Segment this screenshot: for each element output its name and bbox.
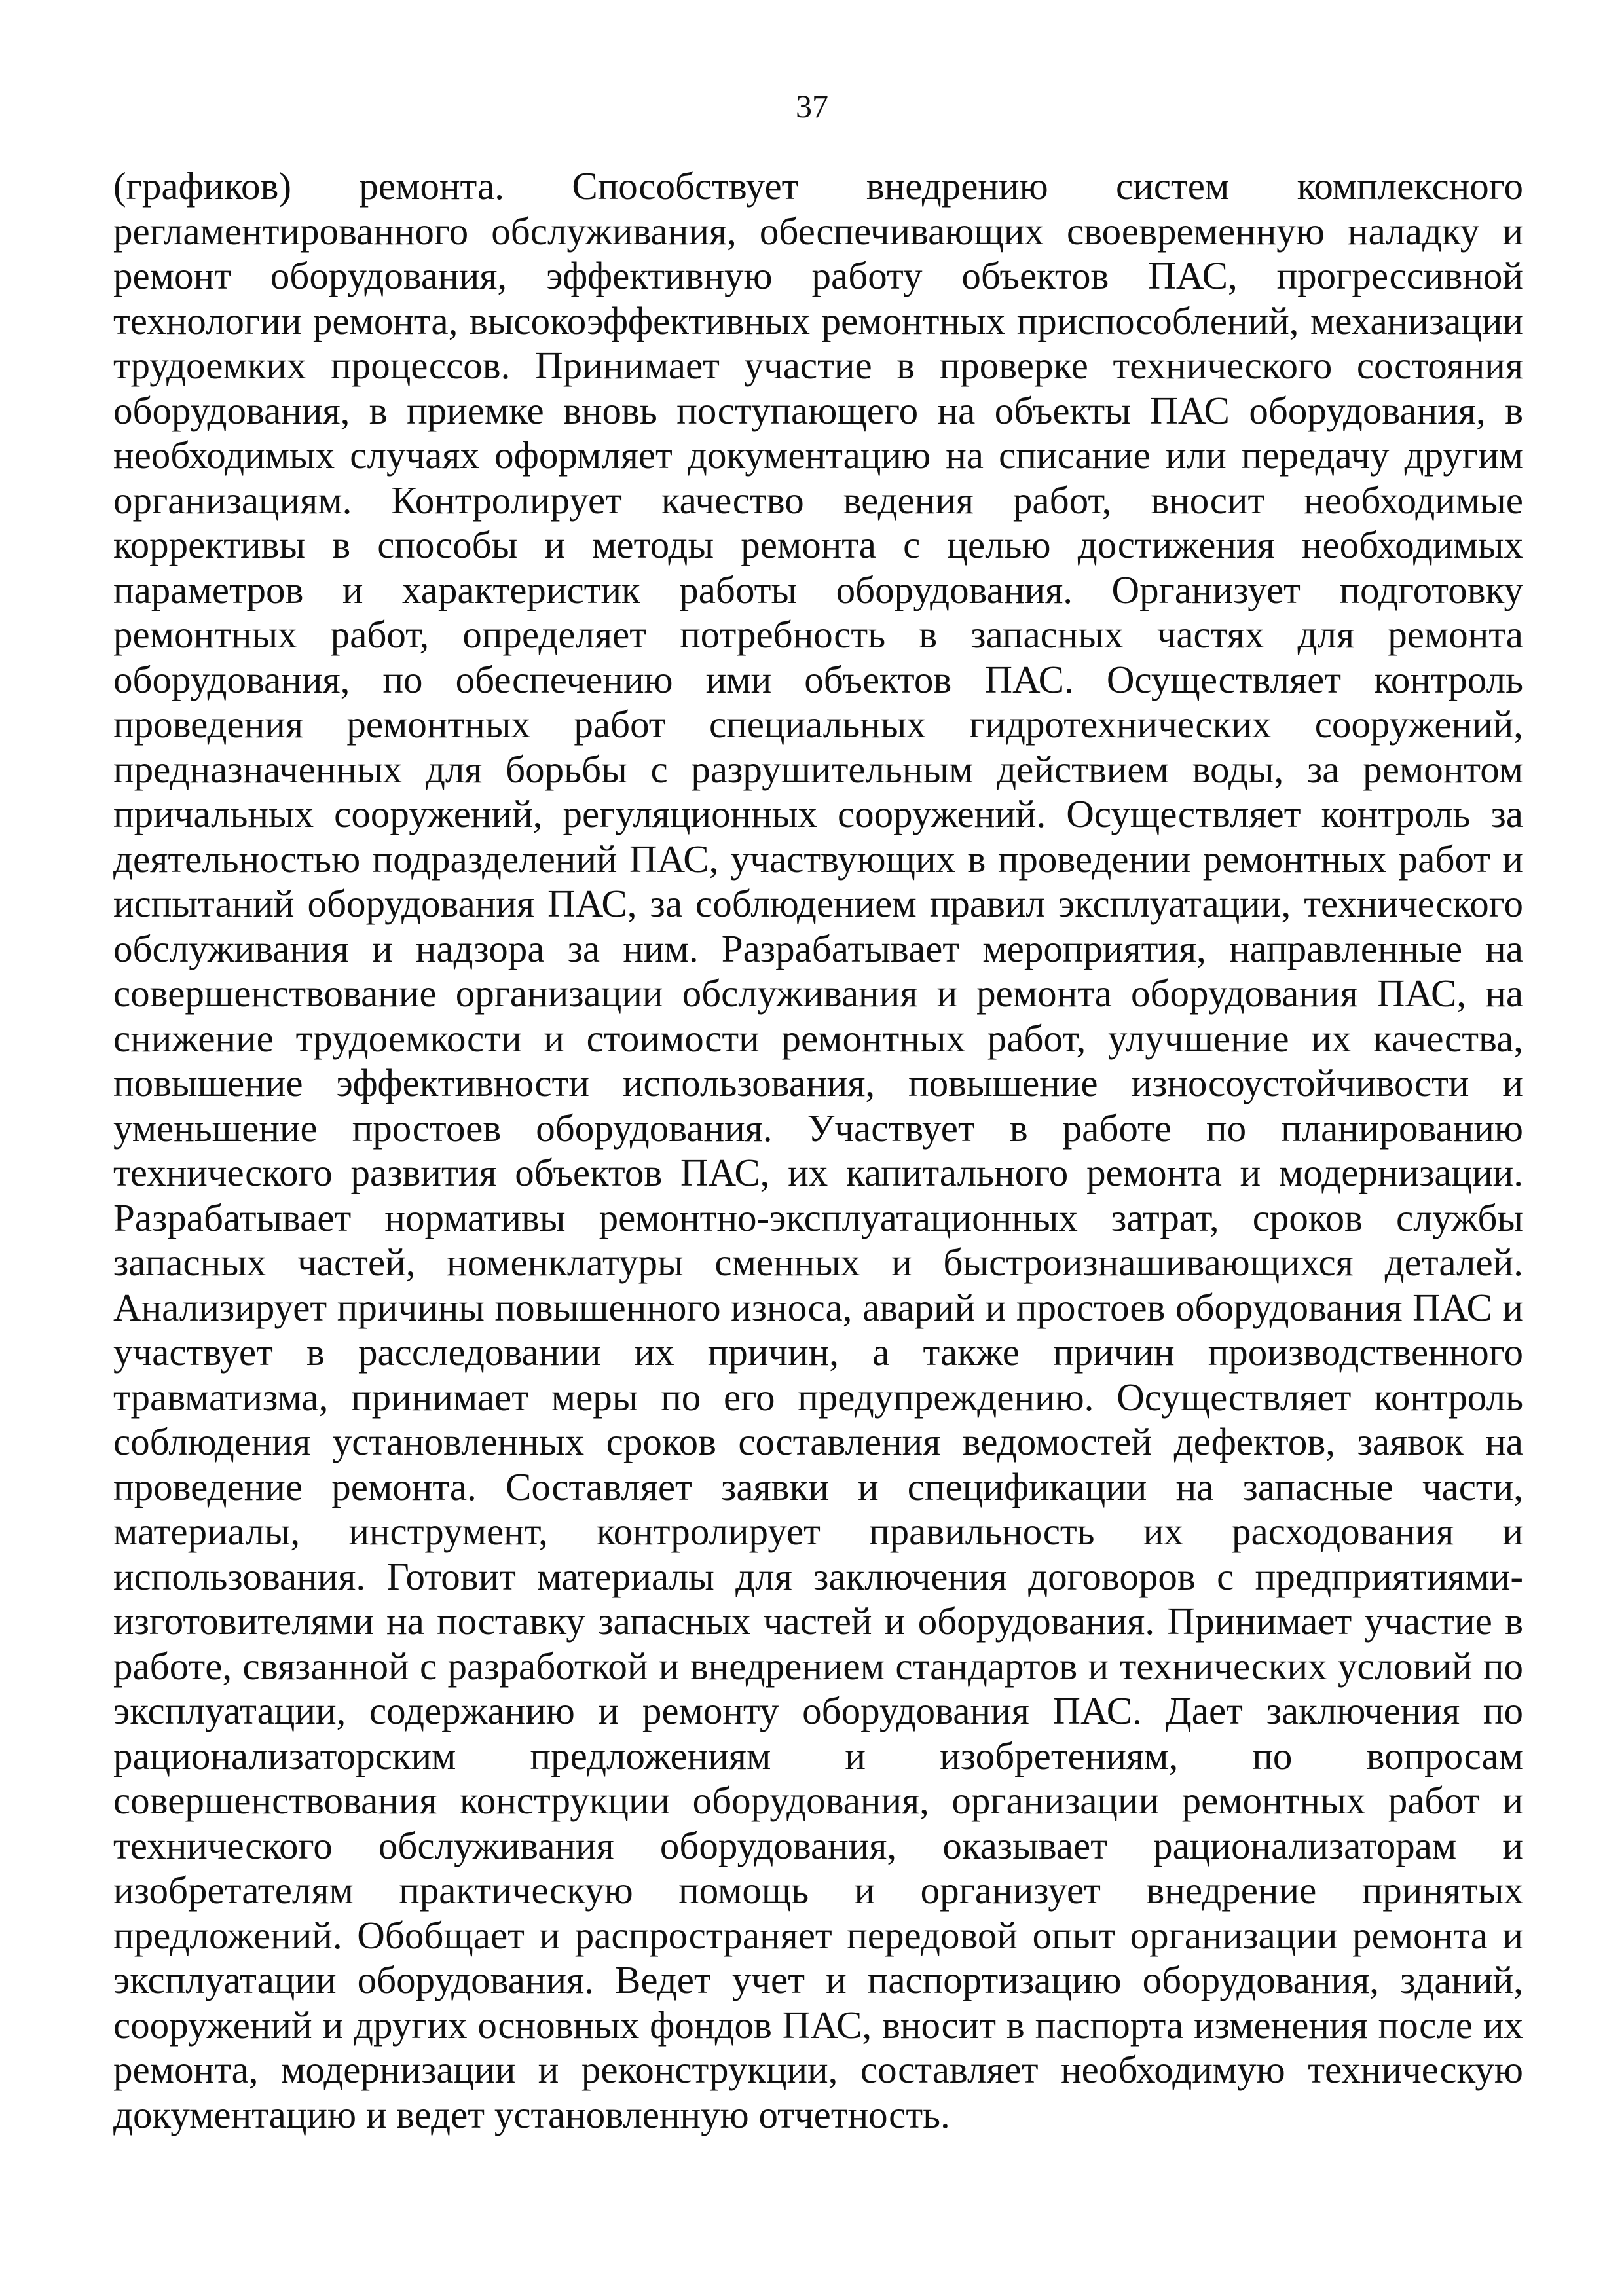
body-paragraph: (графиков) ремонта. Способствует внедрению систем комплексного регламентированного обслуживания, обеспечивающих своевременную наладку и ремонт оборудования, эффективную работу объектов ПАС, прогрессивной технологии ремонта, высокоэффективных ремонтных приспособлений, механизации трудоемких процессов. Принимает участие в проверке технического состояния оборудования, в приемке вновь поступающего на объекты ПАС оборудования, в необходимых случаях оформляет документацию на списание или передачу другим организациям. Контролирует качество ведения работ, вносит необходимые коррективы в способы и методы ремонта с целью достижения необходимых параметров и характеристик работы оборудования. Организует подготовку ремонтных работ, определяет потребность в запасных частях для ремонта оборудования, по обеспечению ими объектов ПАС. Осуществляет контроль проведения ремонтных работ специальных гидротехнических сооружений, предназначенных для борьбы с разрушительным действием воды, за ремонтом причальных сооружений, регуляционных сооружений. Осуществляет контроль за деятельностью подразделений ПАС, участвующих в проведении ремонтных работ и испытаний оборудования ПАС, за соблюдением правил эксплуатации, технического обслуживания и надзора за ним. Разрабатывает мероприятия, направленные на совершенствование организации обслуживания и ремонта оборудования ПАС, на снижение трудоемкости и стоимости ремонтных работ, улучшение их качества, повышение эффективности использования, повышение износоустойчивости и уменьшение простоев оборудования. Участвует в работе по планированию технического развития объектов ПАС, их капитального ремонта и модернизации. Разрабатывает нормативы ремонтно-эксплуатационных затрат, сроков службы запасных частей, номенклатуры сменных и быстроизнашивающихся деталей. Анализирует причины повышенного износа, аварий и простоев оборудования ПАС и участвует в расследовании их причин, а также причин производственного травматизма, принимает меры по его предупреждению. Осуществляет контроль соблюдения установленных сроков составления ведомостей дефектов, заявок на проведение ремонта. Составляет заявки и спецификации на запасные части, материалы, инструмент, контролирует правильность их расходования и использования. Готовит материалы для заключения договоров с предприятиями-изготовителями на поставку запасных частей и оборудования. Принимает участие в работе, связанной с разработкой и внедрением стандартов и технических условий по эксплуатации, содержанию и ремонту оборудования ПАС. Дает заключения по рационализаторским предложениям и изобретениям, по вопросам совершенствования конструкции оборудования, организации ремонтных работ и технического обслуживания оборудования, оказывает рационализаторам и изобретателям практическую помощь и организует внедрение принятых предложений. Обобщает и распространяет передовой опыт организации ремонта и эксплуатации оборудования. Ведет учет и паспортизацию оборудования, зданий, сооружений и других основных фондов ПАС, вносит в паспорта изменения после их ремонта, модернизации и реконструкции, составляет необходимую техническую документацию и ведет установленную отчетность. <box>113 164 1523 2136</box>
page-number: 37 <box>796 88 828 124</box>
